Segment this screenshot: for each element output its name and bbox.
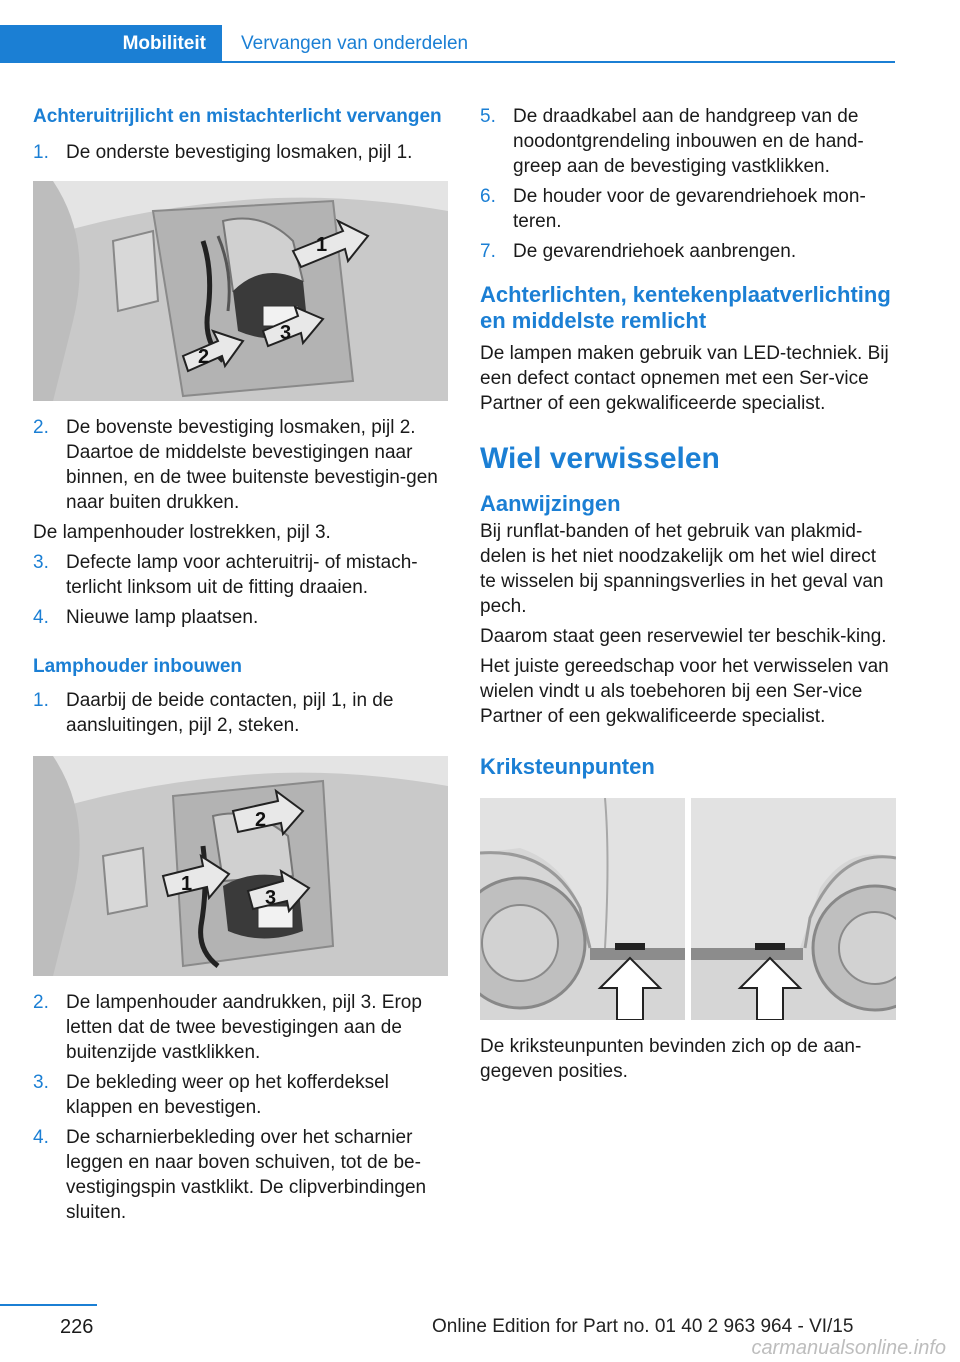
list-number: 1. [33, 142, 49, 163]
page-number: 226 [60, 1316, 94, 1338]
paragraph-led: De lampen maken gebruik van LED-techniek. Bij een defect contact opnemen met een Ser-vice Partner of een gekwalificeerde specialist. [480, 343, 889, 414]
list-number: 6. [480, 186, 496, 207]
section-title: Vervangen van onderdelen [241, 33, 469, 54]
list-item [480, 184, 896, 234]
list-number: 4. [33, 607, 49, 628]
paragraph-hints: Bij runflat-banden of het gebruik van plakmid-delen is het niet noodzakelijk om het wiel direct te wisselen bij spanningsverlies in het geval van pech. [480, 521, 884, 617]
list-item [33, 1125, 448, 1225]
arrow-label: 1 [181, 873, 193, 895]
list-text: De houder voor de gevarendriehoek mon-teren. [513, 186, 866, 232]
list-number: 2. [33, 992, 49, 1013]
arrow-label: 3 [265, 887, 277, 909]
list-text: De gevarendriehoek aanbrengen. [513, 241, 797, 262]
figure-jack-points [480, 798, 896, 1020]
heading-jack-points: Kriksteunpunten [480, 754, 655, 779]
list-text: Daarbij de beide contacten, pijl 1, in de aansluitingen, pijl 2, steken. [66, 690, 394, 736]
heading-reverse-fog-light: Achteruitrijlicht en mistachterlicht vervangen [33, 106, 442, 127]
list-item [480, 239, 896, 264]
list-number: 1. [33, 690, 49, 711]
paragraph-hints: Daarom staat geen reservewiel ter beschik-king. [480, 626, 887, 647]
list-item [33, 550, 448, 600]
arrow-label: 3 [280, 322, 292, 344]
list-text: De lampenhouder aandrukken, pijl 3. Erop letten dat de twee bevestigingen aan de buitenzijde vastklikken. [66, 992, 422, 1063]
list-item [33, 990, 448, 1065]
list-text: De bovenste bevestiging losmaken, pijl 2. Daartoe de middelste bevestigingen naar binnen, en de twee buitenste bevestigin-gen naar buiten drukken. [66, 417, 438, 513]
list-item [33, 415, 448, 515]
list-item [480, 104, 896, 179]
edition-note: Online Edition for Part no. 01 40 2 963 964 - VI/15 [432, 1316, 854, 1337]
arrow-label: 2 [255, 809, 267, 831]
chapter-tab[interactable]: Mobiliteit [0, 25, 222, 62]
list-item [33, 1070, 448, 1120]
illustration-trunk-lamp-holder [33, 181, 448, 401]
list-text: De onderste bevestiging losmaken, pijl 1. [66, 142, 413, 163]
list-number: 3. [33, 1072, 49, 1093]
left-column [33, 104, 448, 1225]
list-text: Nieuwe lamp plaatsen. [66, 607, 259, 628]
list-text: Defecte lamp voor achteruitrij- of mistach-terlicht linksom uit de fitting draaien. [66, 552, 418, 598]
figure-lamp-holder-install [33, 756, 448, 976]
illustration-car-jack-points [480, 798, 896, 1020]
list-item [33, 688, 448, 738]
list-number: 2. [33, 417, 49, 438]
figure-lamp-holder-removal [33, 181, 448, 401]
header-rule [0, 61, 895, 63]
arrow-label: 2 [198, 346, 210, 368]
footer-rule [0, 1304, 97, 1306]
list-number: 4. [33, 1127, 49, 1148]
list-text: De bekleding weer op het kofferdeksel klappen en bevestigen. [66, 1072, 389, 1118]
right-column [480, 104, 896, 1084]
heading-lamp-holder-install: Lamphouder inbouwen [33, 656, 242, 677]
list-number: 7. [480, 241, 496, 262]
list-number: 5. [480, 106, 496, 127]
list-text: De draadkabel aan de handgreep van de noodontgrendeling inbouwen en de hand-greep aan de bevestiging vastklikken. [513, 106, 864, 177]
list-item [33, 140, 448, 165]
paragraph-hints: Het juiste gereedschap voor het verwisselen van wielen vindt u als toebehoren bij een Ser-vice Partner of een gekwalificeerde specialist. [480, 656, 889, 727]
watermark: carmanualsonline.info [751, 1337, 946, 1359]
list-number: 3. [33, 552, 49, 573]
list-item [33, 605, 448, 630]
paragraph-jack-points: De kriksteunpunten bevinden zich op de aan-gegeven posities. [480, 1036, 862, 1082]
heading-hints: Aanwijzingen [480, 491, 621, 516]
illustration-trunk-lamp-connectors [33, 756, 448, 976]
heading-led-lights: Achterlichten, kentekenplaatverlichting en middelste remlicht [480, 282, 891, 333]
heading-wheel-change: Wiel verwisselen [480, 442, 720, 475]
list-subtext: De lampenhouder lostrekken, pijl 3. [33, 522, 331, 543]
list-text: De scharnierbekleding over het scharnier leggen en naar boven schuiven, tot de be-vestigingspin vastklikt. De clipverbindingen sluiten. [66, 1127, 427, 1223]
arrow-label: 1 [316, 234, 328, 256]
